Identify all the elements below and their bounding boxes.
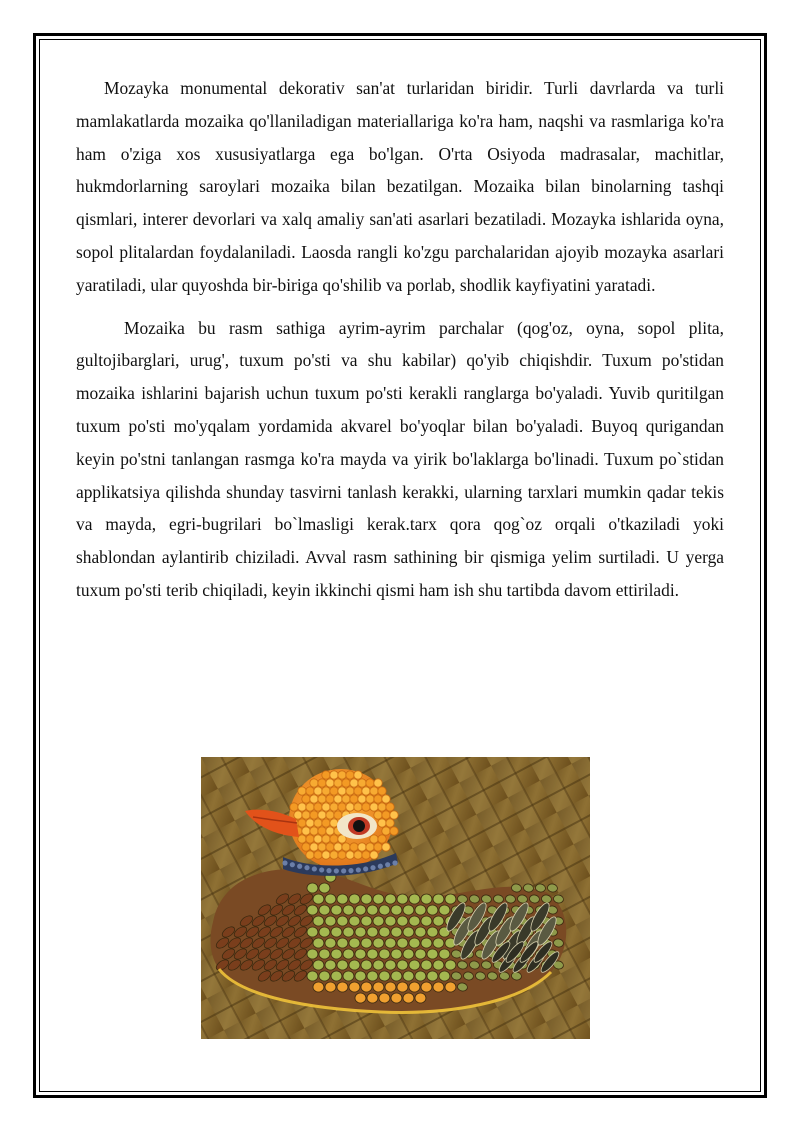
document-body [76,72,724,607]
paragraph-1: Mozayka monumental dekorativ san'at turlaridan biridir. Turli davrlarda va turli mamlakatlarda mozaika qo'llaniladigan materiallariga ko'ra ham, naqshi va rasmlariga ko'ra ham o'ziga xos xususiyatlarga ega bo'lgan. O'rta Osiyoda madrasalar, machitlar, hukmdorlarning saroylari mozaika bilan bezatilgan. Mozaika bilan binolarning tashqi qismlari, interer devorlari va xalq amaliy san'ati asarlari bezatiladi. Mozayka ishlarida oyna, sopol plitalardan foydalaniladi. Laosda rangli ko'zgu parchalaridan ajoyib mozayka asarlari yaratiladi, ular quyoshda bir-biriga qo'shilib va porlab, shodlik kayfiyatini yaratadi. [76,78,724,295]
duck-mosaic-photo [201,757,590,1039]
paragraph-2: Mozaika bu rasm sathiga ayrim-ayrim parchalar (qog'oz, oyna, sopol plita, gultojibarglari, urug', tuxum po'sti va shu kabilar) qo'yib chiqishdir. Tuxum po'stidan mozaika ishlarini bajarish uchun tuxum po'sti kerakli ranglarga bo'yaladi. Yuvib quritilgan tuxum po'sti mo'yqalam yordamida akvarel bo'yoqlar bilan bo'yaladi. Buyoq qurigandan keyin po'stni tanlangan rasmga ko'ra mayda va yirik bo'laklarga bo'linadi. Tuxum po`stidan applikatsiya qilishda shunday tasvirni tanlash kerakki, ularning tarxlari mumkin qadar tekis va mayda, egri-bugrilari bo`lmasligi kerak.tarx qora qog`oz orqali o'tkaziladi yoki shablondan aylantirib chiziladi. Avval rasm sathining bir qismiga yelim surtiladi. U yerga tuxum po'sti terib chiqiladi, keyin ikkinchi qismi ham ish shu tartibda davom ettiriladi. [76,317,724,600]
